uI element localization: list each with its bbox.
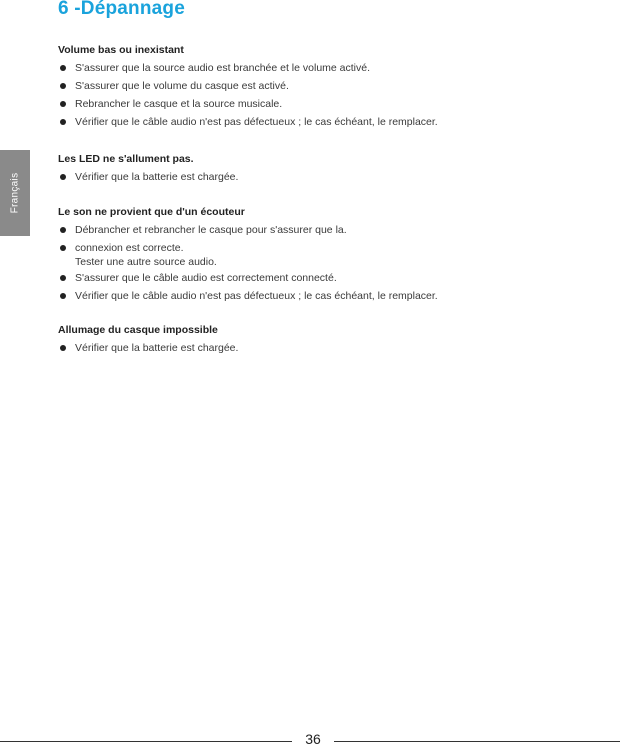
bullet-list xyxy=(58,168,578,186)
list-item: S'assurer que le volume du casque est activé. xyxy=(58,77,578,95)
bullet-list xyxy=(58,339,578,357)
list-item: Vérifier que la batterie est chargée. xyxy=(58,339,578,357)
section-heading: Volume bas ou inexistant xyxy=(58,44,184,56)
section-heading: Allumage du casque impossible xyxy=(58,324,218,336)
footer-rule-right xyxy=(334,741,620,742)
section-heading: Le son ne provient que d'un écouteur xyxy=(58,206,245,218)
language-tab-label: Français xyxy=(9,172,21,214)
footer-rule-left xyxy=(0,741,292,742)
list-item: connexion est correcte. xyxy=(58,239,578,255)
section-one-earpiece xyxy=(58,206,578,305)
list-item: Vérifier que le câble audio n'est pas défectueux ; le cas échéant, le remplacer. xyxy=(58,113,578,131)
list-item: S'assurer que le câble audio est correctement connecté. xyxy=(58,269,578,287)
language-tab xyxy=(0,150,30,236)
list-item: S'assurer que la source audio est branchée et le volume activé. xyxy=(58,59,578,77)
section-heading: Les LED ne s'allument pas. xyxy=(58,153,194,165)
bullet-list xyxy=(58,59,578,131)
list-item: Rebrancher le casque et la source musicale. xyxy=(58,95,578,113)
list-item: Tester une autre source audio. xyxy=(75,256,217,268)
section-led xyxy=(58,153,578,186)
section-power xyxy=(58,324,578,357)
list-item: Débrancher et rebrancher le casque pour s'assurer que la. xyxy=(58,221,578,239)
list-item: Vérifier que la batterie est chargée. xyxy=(58,168,578,186)
bullet-list xyxy=(58,221,578,305)
page-number: 36 xyxy=(305,731,321,747)
section-volume xyxy=(58,44,578,131)
page-title: 6 -Dépannage xyxy=(58,0,185,19)
list-item: Vérifier que le câble audio n'est pas défectueux ; le cas échéant, le remplacer. xyxy=(58,287,578,305)
